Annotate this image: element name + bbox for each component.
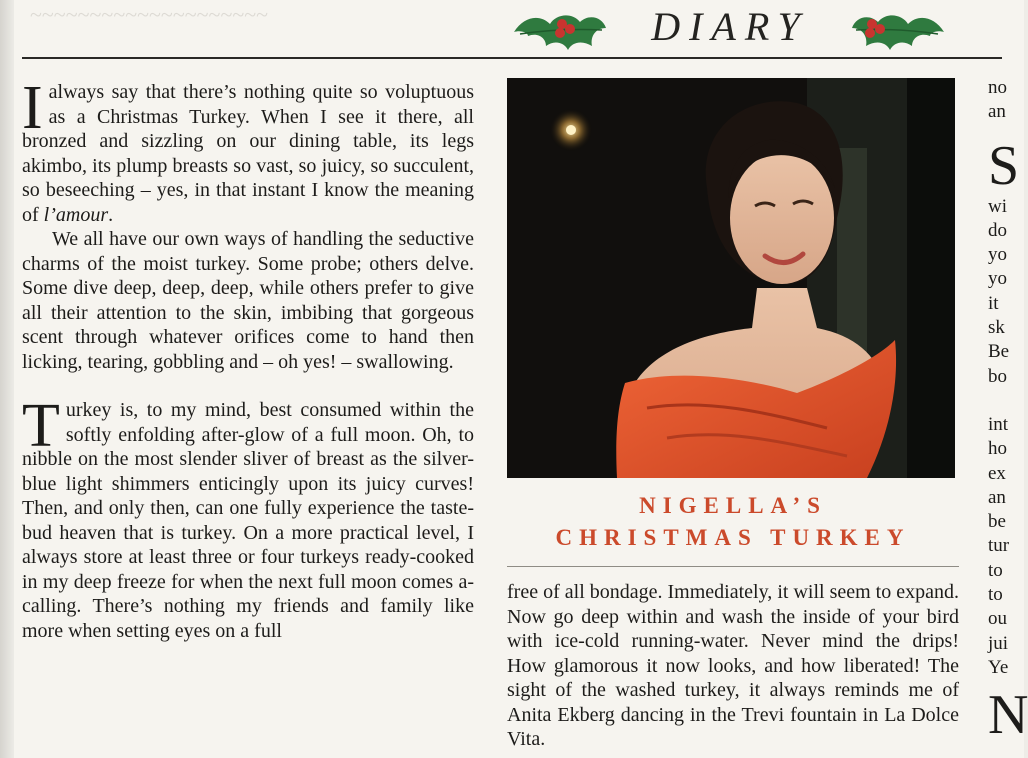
article-paragraph: I always say that there’s nothing quite so voluptuous as a Christmas Turkey. When I see it there, all bronzed and sizzling on our dining table, its legs akimbo, its plump breasts so vast, so juicy, so succulent, so beseeching – yes, in that instant I know the meaning of l’amour. <box>22 74 474 226</box>
article-column-left <box>22 74 474 643</box>
article-column-right: no an S wi do yo yo it sk Be bo int ho ex an be tur to to ou jui Ye N <box>988 77 1028 747</box>
caption-line: CHRISTMAS TURKEY <box>555 525 911 550</box>
woman-in-red-dress-image <box>507 78 955 478</box>
page-fold-shadow <box>0 0 14 758</box>
drop-cap: T <box>22 392 60 460</box>
header-rule <box>22 57 1002 59</box>
drop-cap: S <box>988 134 1020 197</box>
holly-icon <box>510 2 608 52</box>
caption-rule <box>507 566 959 567</box>
article-paragraph: T urkey is, to my mind, best consumed within the softly enfolding after-glow of a full moon. Oh, to nibble on the most slender sliver of breast as the silver-blue light shimmers enticingly upon its juicy curves! Then, and only then, can one fully experience the taste-bud heaven that is turkey. On a more practical level, I always store at least three or four turkeys ready-cooked in my deep freeze for when the next full moon comes a-calling. There’s nothing my friends and family like more when setting eyes on a full <box>22 392 474 642</box>
drop-cap: N <box>988 684 1028 747</box>
article-photo <box>507 78 955 478</box>
page-title: DIARY <box>651 4 809 49</box>
caption-line: NIGELLA’S <box>639 493 827 518</box>
section-header <box>510 0 950 56</box>
photo-caption <box>507 490 959 554</box>
article-column-middle <box>507 580 959 752</box>
article-paragraph: free of all bondage. Immediately, it will seem to expand. Now go deep within and wash the inside of your bird with ice-cold running-water. Never mind the drips! How glamorous it now looks, and how liberated! The sight of the washed turkey, it always reminds me of Anita Ekberg dancing in the Trevi fountain in La Dolce Vita. <box>507 581 959 750</box>
article-paragraph: We all have our own ways of handling the seductive charms of the moist turkey. Some probe; others delve. Some dive deep, deep, deep, while others prefer to give all their attention to the skin, imbibing that gorgeous scent through whatever orifices come to hand then licking, tearing, gobbling and – oh yes! – swallowing. <box>22 228 474 373</box>
bleed-through-decor: ~~~~~~~~~~~~~~~~~~~~ <box>30 2 269 27</box>
holly-icon <box>850 2 948 52</box>
drop-cap: I <box>22 74 43 142</box>
